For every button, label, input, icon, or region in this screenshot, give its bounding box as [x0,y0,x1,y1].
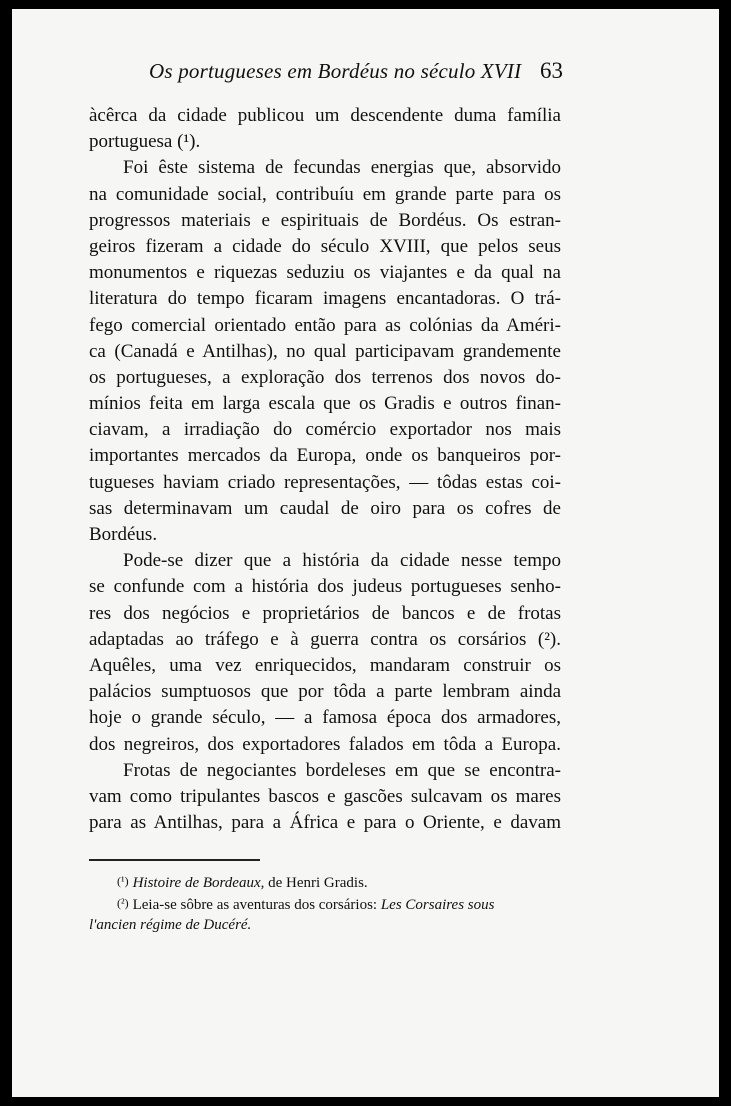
running-title: Os portugueses em Bordéus no século XVII [149,59,522,83]
body-line: Pode-se dizer que a história da cidade nesse tempo [123,550,561,572]
footnote-2 [89,892,561,914]
body-line: na comunidade social, contribuíu em grande parte para os [89,183,561,205]
page-number: 63 [540,58,563,83]
body-line: dos negreiros, dos exportadores falados em tôda a Europa. [89,733,561,755]
body-line: palácios sumptuosos que por tôda a parte lembram ainda [89,681,561,703]
body-line: Frotas de negociantes bordeleses em que se encontra- [123,759,561,781]
body-line: importantes mercados da Europa, onde os banqueiros por- [89,445,561,467]
body-line: adaptadas ao tráfego e à guerra contra os corsários (²). [89,628,561,650]
footnote-2-mark: (²) [117,896,129,910]
footnote-1-title: Histoire de Bordeaux, [132,875,265,891]
body-line: Bordéus. [89,524,158,545]
body-line: Aquêles, uma vez enriquecidos, mandaram construir os [89,654,561,676]
body-line: portuguesa (¹). [89,131,201,153]
body-line: se confunde com a história dos judeus portugueses senho- [89,576,561,598]
body-text [89,103,561,836]
body-line: monumentos e riquezas seduziu os viajantes e da qual na [89,262,561,284]
footnote-1-mark: (¹) [117,874,129,888]
footnote-2-title-b: l'ancien régime de Ducéré. [89,917,252,933]
body-line: tugueses haviam criado representações, — tôdas estas coi- [89,471,561,493]
body-line: ca (Canadá e Antilhas), no qual participavam grandemente [89,340,561,362]
footnote-1-author: de Henri Gradis. [264,875,368,891]
body-line: sas determinavam um caudal de oiro para os cofres de [89,497,561,519]
body-line: os portugueses, a exploração dos terrenos dos novos do- [89,366,561,388]
footnote-1 [89,870,561,892]
footnote-2-continuation [89,914,561,936]
footnotes [89,870,561,936]
footnote-rule [89,859,260,861]
body-line: Foi êste sistema de fecundas energias que, absorvido [123,157,561,179]
body-line: àcêrca da cidade publicou um descendente duma família [89,105,561,126]
footnote-2-title-a: Les Corsaires sous [380,897,495,913]
body-line: mínios feita em larga escala que os Gradis e outros finan- [89,393,561,415]
body-line: progressos materiais e espirituais de Bordéus. Os estran- [89,209,561,231]
body-line: para as Antilhas, para a África e para o Oriente, e davam [89,812,561,834]
body-line: res dos negócios e proprietários de bancos e de frotas [89,602,561,624]
body-line: hoje o grande século, — a famosa época dos armadores, [89,707,561,729]
body-line: fego comercial orientado então para as colónias da Améri- [89,314,561,336]
footnote-2-text: Leia-se sôbre as aventuras dos corsários: [132,897,381,913]
body-line: geiros fizeram a cidade do século XVIII, que pelos seus [89,235,561,257]
body-line: vam como tripulantes bascos e gascões sulcavam os mares [89,785,561,807]
body-line: ciavam, a irradiação do comércio exportador nos mais [89,419,561,441]
body-line: literatura do tempo ficaram imagens encantadoras. O trá- [89,288,561,310]
